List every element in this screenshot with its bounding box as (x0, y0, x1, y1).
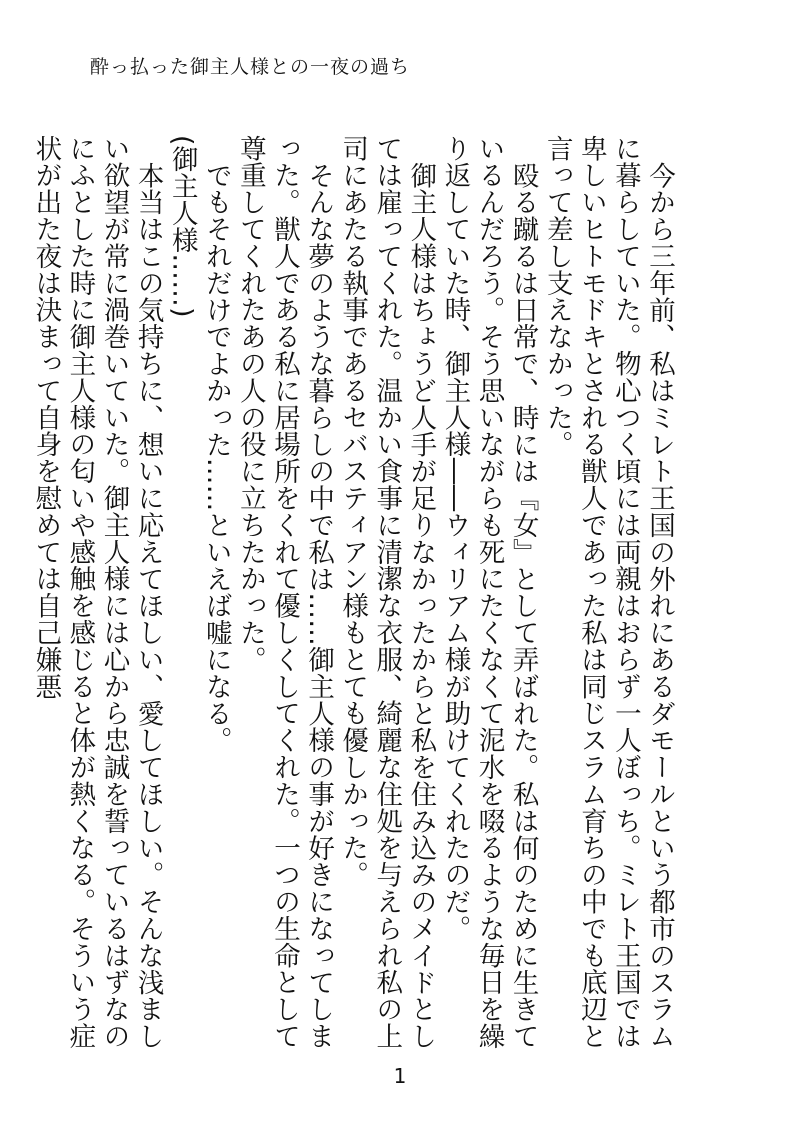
inner-thought: (御主人様……) (166, 135, 198, 318)
body-text (28, 135, 676, 1055)
paragraph: そんな夢のような暮らしの中で私は……御主人様の事が好きになってしまった。獣人である私に居場所をくれて優しくしてくれた。一つの生命として尊重してくれたあの人の役に立ちたかった。 (234, 135, 335, 1050)
paragraph: 今から三年前、私はミレト王国の外れにあるダモールという都市のスラムに暮らしていた。物心つく頃には両親はおらず一人ぼっち。ミレト王国では卑しいヒトモドキとされる獣人であった私は同じスラム育ちの中でも底辺と言って差し支えなかった。 (541, 135, 675, 1050)
paragraph: 本当はこの気持ちに、想いに応えてほしい、愛してほしい。そんな浅ましい欲望が常に渦巻いていた。御主人様には心から忠誠を誓っているはずなのにふとした時に御主人様の匂いや感触を感じると体が熱くなる。そういう症状が出た夜は決まって自身を慰めては自己嫌悪 (30, 135, 164, 1050)
page-number: 1 (393, 1064, 407, 1088)
running-header-title: 酔っ払った御主人様との一夜の過ち (90, 56, 411, 78)
paragraph: 御主人様はちょうど人手が足りなかったからと私を住み込みのメイドとしては雇ってくれた。温かい食事に清潔な衣服、綺麗な住処を与えられ私の上司にあたる執事であるセバスティアン様もとても優しかった。 (337, 135, 437, 1050)
paragraph: 殴る蹴るは日常で、時には『女』として弄ばれた。私は何のために生きているんだろう。そう思いながらも死にたくなくて泥水を啜るような毎日を繰り返していた時、御主人様――ウィリアム様が助けてくれたのだ。 (439, 135, 539, 1050)
paragraph: でもそれだけでよかった……といえば嘘になる。 (200, 161, 232, 754)
